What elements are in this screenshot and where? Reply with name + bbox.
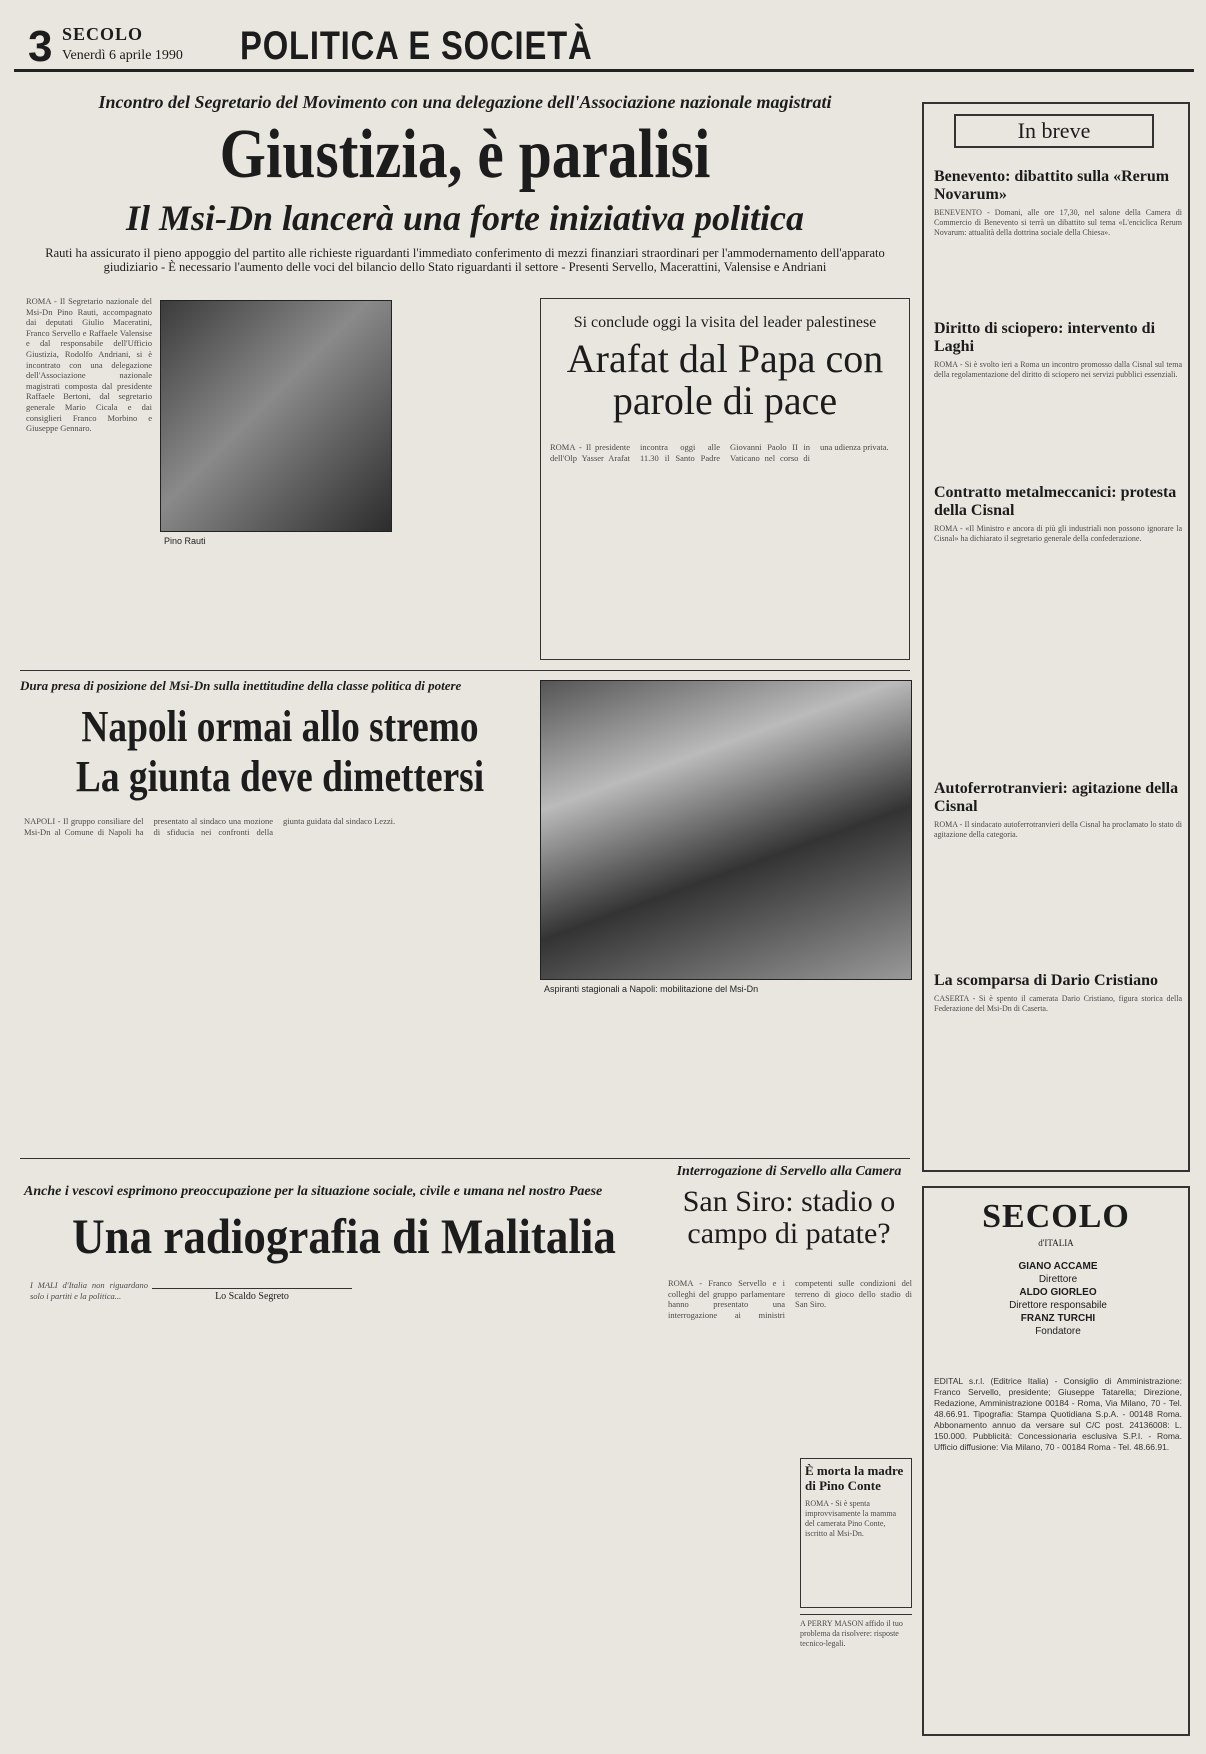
san-siro-headline: San Siro: stadio o campo di patate? <box>682 1185 896 1250</box>
main-subheadline: Il Msi-Dn lancerà una forte iniziativa politica <box>125 198 805 238</box>
staff-line: ALDO GIORLEO <box>1019 1287 1097 1298</box>
staff-line: FRANZ TURCHI <box>1020 1313 1096 1324</box>
masthead-brand: SECOLO <box>62 24 144 44</box>
staff-line: Fondatore <box>1035 1326 1081 1337</box>
brief-body: ROMA - «Il Ministro e ancora di più gli industriali non possono ignorare la Cisnal» ha dichiarato il segretario generale della confederazione. <box>934 524 1182 543</box>
masthead-date: Venerdì 6 aprile 1990 <box>62 48 183 63</box>
napoli-headline-2: La giunta deve dimettersi <box>75 752 485 801</box>
rauti-photo-caption: Pino Rauti <box>164 536 206 546</box>
brief-metalmeccanici <box>934 484 1182 544</box>
page-number: 3 <box>28 22 53 71</box>
arafat-kicker: Si conclude oggi la visita del leader palestinese <box>573 314 877 331</box>
san-siro-kicker: Interrogazione di Servello alla Camera <box>676 1164 902 1179</box>
napoli-photo-caption: Aspiranti stagionali a Napoli: mobilitazione del Msi-Dn <box>544 984 759 994</box>
brief-cristiano <box>934 972 1182 1014</box>
napoli-body-lower <box>540 1000 912 1122</box>
secolo-logo: SECOLO <box>982 1198 1130 1235</box>
staff-line: Direttore responsabile <box>1009 1300 1107 1311</box>
malitalia-kicker: Anche i vescovi esprimono preoccupazione per la situazione sociale, civile e umana nel nostro Paese <box>24 1184 603 1199</box>
napoli-kicker: Dura presa di posizione del Msi-Dn sulla inettitudine della classe politica di potere <box>20 678 462 693</box>
staff-line: Direttore <box>1038 1274 1078 1285</box>
brief-title: Autoferrotranvieri: agitazione della Cisnal <box>934 780 1179 815</box>
brief-autoferrotranvieri <box>934 780 1182 840</box>
page-masthead <box>14 18 1194 72</box>
brief-title: La scomparsa di Dario Cristiano <box>934 972 1158 989</box>
san-siro-lead: ROMA - Franco Servello e i colleghi del gruppo parlamentare hanno presentato una interrogazione ai ministri competenti sulle condizioni del terreno di gioco dello stadio di San Siro. <box>668 1278 912 1320</box>
arafat-lead: ROMA - Il presidente dell'Olp Yasser Arafat incontra oggi alle 11.30 il Santo Padre Giovanni Paolo II in Vaticano nel corso di una udienza privata. <box>550 442 889 463</box>
malitalia-byline: Lo Scaldo Segreto <box>152 1288 352 1302</box>
divider-2 <box>20 1158 910 1159</box>
napoli-body <box>24 816 532 1122</box>
brief-sciopero <box>934 320 1182 380</box>
perry-mason-box <box>800 1614 912 1734</box>
malitalia-body <box>30 1280 660 1730</box>
brief-title: Benevento: dibattito sulla «Rerum Novarum» <box>934 168 1170 203</box>
main-kicker: Incontro del Segretario del Movimento con una delegazione dell'Associazione nazionale magistrati <box>98 92 832 112</box>
main-story-lead: ROMA - Il Segretario nazionale del Msi-Dn Pino Rauti, accompagnato dai deputati Giulio Maceratini, Franco Servello e Raffaele Valensise e dal responsabile dell'Ufficio Giustizia, Rodolfo Andriani, si è incontrato con una delegazione dell'Associazione nazionale magistrati composta dal presidente Raffaele Bertoni, dal segretario generale Mario Cicala e dai consiglieri Franco Morbino e Giuseppe Gennaro. <box>26 296 152 434</box>
in-breve-title: In breve <box>954 114 1154 148</box>
main-story-body-col1 <box>26 296 152 656</box>
pino-conte-title: È morta la madre di Pino Conte <box>805 1463 904 1493</box>
rauti-photo <box>160 300 392 532</box>
section-title: POLITICA E SOCIETÀ <box>240 24 593 68</box>
main-headline: Giustizia, è paralisi <box>219 116 711 193</box>
pino-conte-box <box>800 1458 912 1608</box>
secolo-subtitle: d'ITALIA <box>1038 1238 1074 1248</box>
brief-benevento <box>934 168 1182 238</box>
main-story-body-col-lower <box>160 556 532 656</box>
divider-1 <box>20 670 910 671</box>
napoli-headline-1: Napoli ormai allo stremo <box>81 702 479 751</box>
in-breve-sidebar <box>922 102 1190 1172</box>
malitalia-headline: Una radiografia di Malitalia <box>72 1208 616 1264</box>
brief-body: CASERTA - Si è spento il camerata Dario Cristiano, figura storica della Federazione del Msi-Dn di Caserta. <box>934 994 1182 1013</box>
brief-title: Contratto metalmeccanici: protesta della Cisnal <box>934 484 1177 519</box>
secolo-imprint-box <box>922 1186 1190 1736</box>
staff-line: GIANO ACCAME <box>1018 1261 1098 1272</box>
perry-mason-body: A PERRY MASON affido il tuo problema da risolvere: risposte tecnico-legali. <box>800 1619 903 1648</box>
brief-body: BENEVENTO - Domani, alle ore 17,30, nel salone della Camera di Commercio di Benevento si terrà un dibattito sul tema «L'enciclica Rerum Novarum: attualità della dottrina sociale della Chiesa». <box>934 208 1182 237</box>
staff-list <box>934 1260 1182 1338</box>
arafat-body <box>550 442 900 650</box>
napoli-lead: NAPOLI - Il gruppo consiliare del Msi-Dn al Comune di Napoli ha presentato al sindaco una mozione di sfiducia nei confronti della giunta guidata dal sindaco Lezzi. <box>24 816 396 837</box>
malitalia-lead: I MALI d'Italia non riguardano solo i partiti e la politica... <box>30 1280 148 1301</box>
pino-conte-body: ROMA - Si è spenta improvvisamente la mamma del camerata Pino Conte, iscritto al Msi-Dn. <box>805 1499 897 1538</box>
brief-body: ROMA - Si è svolto ieri a Roma un incontro promosso dalla Cisnal sul tema della regolamentazione del diritto di sciopero nei servizi pubblici essenziali. <box>934 360 1182 379</box>
main-deck: Rauti ha assicurato il pieno appoggio del partito alle richieste riguardanti l'immediato conferimento di mezzi finanziari straordinari per l'ammodernamento dell'apparato giudiziario - È necessario l'aumento delle voci del bilancio dello Stato riguardanti il settore - Presenti Servello, Macerattini, Valensise e Andriani <box>45 246 885 274</box>
arafat-headline: Arafat dal Papa con parole di pace <box>566 336 884 423</box>
brief-body: ROMA - Il sindacato autoferrotranvieri della Cisnal ha proclamato lo stato di agitazione della categoria. <box>934 820 1182 839</box>
impressum-text: EDITAL s.r.l. (Editrice Italia) - Consiglio di Amministrazione: Franco Servello, presidente; Giuseppe Tatarella; Direzione, Redazione, Amministrazione 00184 - Roma, Via Milano, 70 - Tel. 48.66.91. Tipografia: Stampa Quotidiana S.p.A. - 00148 Roma. Abbonamento annuo da versare sul C/C post. 24136008: L. 150.000. Pubblicità: Concessionaria esclusiva S.P.I. - Roma. Ufficio diffusione: Via Milano, 70 - 00184 Roma - Tel. 48.66.91. <box>934 1376 1182 1452</box>
napoli-photo <box>540 680 912 980</box>
brief-title: Diritto di sciopero: intervento di Laghi <box>934 320 1156 355</box>
